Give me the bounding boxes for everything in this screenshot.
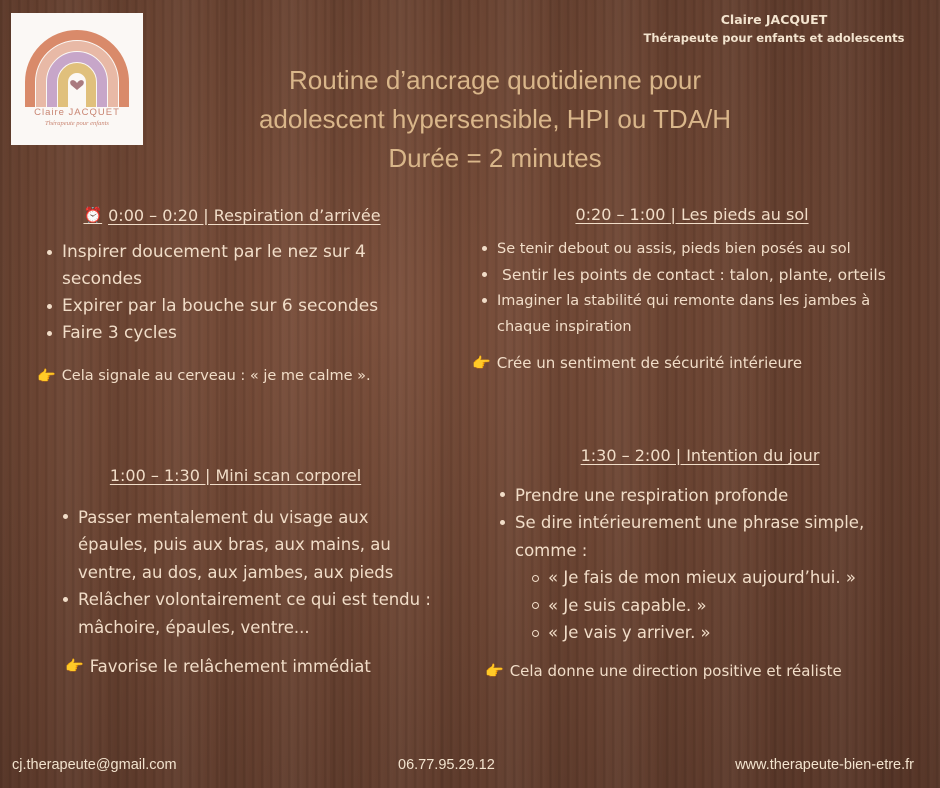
section-note: 👉 Crée un sentiment de sécurité intérieure	[472, 350, 922, 376]
rainbow-icon	[24, 29, 130, 107]
section-scan-corporel	[63, 462, 433, 681]
list-item: Se tenir debout ou assis, pieds bien posés au sol	[482, 236, 922, 262]
page-title	[150, 61, 840, 178]
sub-list-item: « Je fais de mon mieux aujourd’hui. »	[520, 564, 920, 592]
sub-list-item: « Je suis capable. »	[520, 592, 920, 620]
footer-email: cj.therapeute@gmail.com	[12, 757, 177, 773]
section-heading: ⏰ 0:00 – 0:20 | Respiration d’arrivée	[47, 202, 417, 229]
alarm-clock-icon: ⏰	[83, 206, 103, 224]
author-block	[624, 12, 924, 45]
section-note: 👉 Favorise le relâchement immédiat	[65, 653, 433, 681]
author-name: Claire JACQUET	[720, 12, 828, 27]
logo-name: Claire JACQUET	[34, 107, 120, 118]
title-line-2: adolescent hypersensible, HPI ou TDA/H	[258, 104, 732, 134]
list-item: Inspirer doucement par le nez sur 4 secondes	[47, 239, 417, 293]
title-line-1: Routine d’ancrage quotidienne pour	[289, 65, 701, 95]
list-item: Imaginer la stabilité qui remonte dans les jambes à chaque inspiration	[482, 288, 922, 340]
bullet-list	[482, 236, 922, 340]
section-heading: 0:20 – 1:00 | Les pieds au sol	[575, 205, 809, 224]
footer-website: www.therapeute-bien-etre.fr	[735, 757, 914, 773]
list-item: Prendre une respiration profonde	[500, 482, 920, 510]
bullet-list	[47, 239, 417, 347]
bullet-list	[500, 482, 920, 647]
list-item: Faire 3 cycles	[47, 320, 417, 347]
section-heading: 1:00 – 1:30 | Mini scan corporel	[109, 466, 362, 485]
bullet-list	[63, 504, 433, 642]
author-role: Thérapeute pour enfants et adolescents	[643, 31, 905, 45]
pointing-hand-icon: 👉	[485, 661, 504, 680]
brand-logo	[11, 13, 143, 145]
footer-phone: 06.77.95.29.12	[398, 757, 495, 773]
pointing-hand-icon: 👉	[472, 354, 491, 372]
list-item: Passer mentalement du visage aux épaules, puis aux bras, aux mains, au ventre, au dos, aux jambes, aux pieds	[63, 504, 433, 587]
heart-icon	[70, 80, 84, 90]
logo-subtitle: Thérapeute pour enfants	[45, 120, 109, 127]
list-item: Se dire intérieurement une phrase simple, comme :	[500, 509, 920, 564]
list-item: Sentir les points de contact : talon, plante, orteils	[482, 262, 892, 288]
title-line-3: Durée = 2 minutes	[388, 143, 602, 173]
pointing-hand-icon: 👉	[37, 367, 56, 385]
section-note: 👉 Cela donne une direction positive et réaliste	[485, 658, 920, 686]
list-item: Relâcher volontairement ce qui est tendu : mâchoire, épaules, ventre...	[63, 586, 433, 641]
section-intention	[485, 442, 920, 685]
sub-list-item: « Je vais y arriver. »	[520, 619, 920, 647]
pointing-hand-icon: 👉	[65, 657, 84, 675]
section-respiration	[37, 202, 417, 390]
section-note: 👉 Cela signale au cerveau : « je me calme ».	[37, 363, 417, 390]
list-item: Expirer par la bouche sur 6 secondes	[47, 293, 417, 320]
section-heading: 1:30 – 2:00 | Intention du jour	[580, 446, 820, 465]
section-pieds-au-sol	[472, 202, 922, 376]
